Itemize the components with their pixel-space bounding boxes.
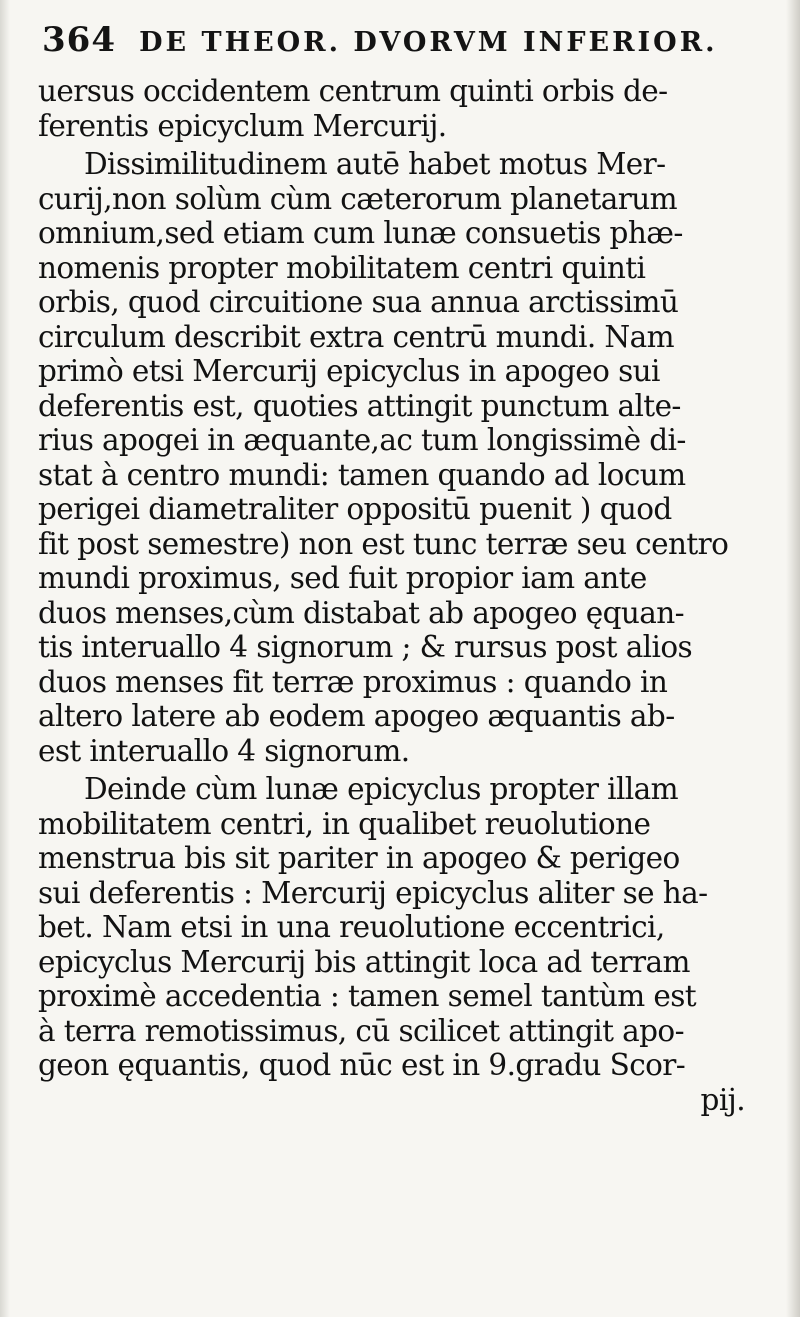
page-number: 364 <box>42 20 116 60</box>
body-text <box>38 74 773 1117</box>
text-line: sui deferentis : Mercurij epicyclus aliter se ha- <box>38 875 708 910</box>
text-line: stat à centro mundi: tamen quando ad locum <box>38 457 686 492</box>
text-line: altero latere ab eodem apogeo æquantis ab- <box>38 699 675 733</box>
scan-edge-right <box>786 0 800 1317</box>
text-line: curij,non solùm cùm cæterorum planetarum <box>38 181 678 216</box>
text-line: nomenis propter mobilitatem centri quinti <box>38 250 646 285</box>
text-line: mundi proximus, sed fuit propior iam ante <box>38 561 647 595</box>
catchword-line: pij. <box>700 1082 745 1117</box>
text-line: Dissimilitudinem autē habet motus Mer- <box>84 147 666 181</box>
text-line: menstrua bis sit pariter in apogeo & perigeo <box>38 841 680 875</box>
text-line: orbis, quod circuitione sua annua arctissimū <box>38 285 679 319</box>
text-line: proximè accedentia : tamen semel tantùm est <box>38 979 697 1013</box>
text-line: perigei diametraliter oppositū puenit ) quod <box>38 492 672 526</box>
text-line: Deinde cùm lunæ epicyclus propter illam <box>84 772 678 806</box>
text-line: duos menses fit terræ proximus : quando in <box>38 664 668 699</box>
text-line: circulum describit extra centrū mundi. Nam <box>38 319 675 354</box>
text-line: epicyclus Mercurij bis attingit loca ad terram <box>38 944 690 979</box>
text-line: fit post semestre) non est tunc terræ seu centro <box>38 526 729 561</box>
text-line: omnium,sed etiam cum lunæ consuetis phæ- <box>38 216 683 250</box>
text-line: ferentis epicyclum Mercurij. <box>38 108 447 143</box>
running-head: DE THEOR. DVORVM INFERIOR. <box>139 27 718 58</box>
text-line: bet. Nam etsi in una reuolutione eccentrici, <box>38 910 665 944</box>
text-line: rius apogei in æquante,ac tum longissimè di- <box>38 423 686 457</box>
text-line: à terra remotissimus, cū scilicet attingit apo- <box>38 1013 684 1048</box>
scan-edge-left <box>0 0 10 1317</box>
page-header <box>42 20 762 70</box>
text-line: mobilitatem centri, in qualibet reuolutione <box>38 806 651 841</box>
text-line: uersus occidentem centrum quinti orbis de- <box>38 74 668 108</box>
text-line: deferentis est, quoties attingit punctum alte- <box>38 388 681 423</box>
text-line: primò etsi Mercurij epicyclus in apogeo sui <box>38 354 660 388</box>
text-line: tis interuallo 4 signorum ; & rursus post alios <box>38 630 693 664</box>
text-line: geon ęquantis, quod nūc est in 9.gradu Scor- <box>38 1048 686 1082</box>
text-line: est interuallo 4 signorum. <box>38 733 410 768</box>
text-line: duos menses,cùm distabat ab apogeo ęquan- <box>38 595 685 630</box>
